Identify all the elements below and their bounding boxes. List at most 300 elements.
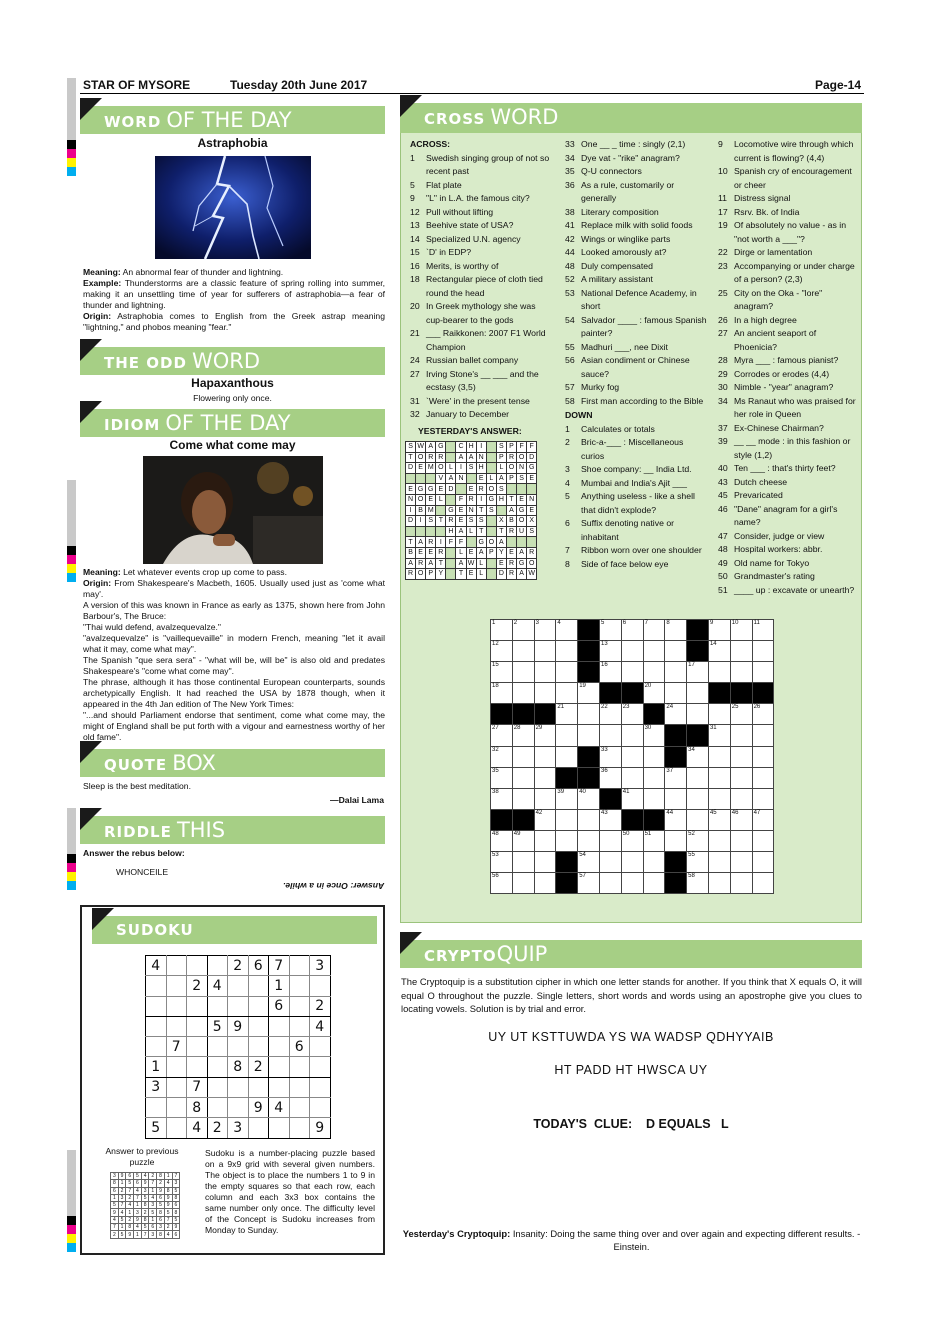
cryptoquip-description: The Cryptoquip is a substitution cipher in which one letter stands for another. If you think that X equals O, it will equal O throughout the puzzle. Single letters, short words and words using an apostrophe give you clues to locating vowels. Solution is by trial and error. bbox=[401, 976, 862, 1014]
quote-text: Sleep is the best meditation. bbox=[83, 781, 191, 791]
sudoku-cell[interactable] bbox=[269, 1057, 290, 1077]
sudoku-cell[interactable] bbox=[289, 1077, 310, 1097]
crossword-cell[interactable] bbox=[556, 725, 578, 746]
yesterday-cell: A bbox=[456, 558, 466, 569]
crossword-cell[interactable]: 25 bbox=[730, 704, 752, 725]
crossword-cell[interactable]: 2 bbox=[512, 620, 534, 641]
crossword-cell[interactable]: 49 bbox=[512, 830, 534, 851]
sudoku-cell[interactable] bbox=[207, 1057, 228, 1077]
sudoku-cell[interactable] bbox=[289, 976, 310, 996]
crossword-cell[interactable] bbox=[643, 767, 665, 788]
sudoku-cell[interactable] bbox=[289, 996, 310, 1016]
sudoku-cell[interactable] bbox=[166, 956, 187, 976]
sudoku-cell[interactable] bbox=[166, 1077, 187, 1097]
sudoku-cell[interactable]: 7 bbox=[166, 1037, 187, 1057]
crossword-cell[interactable] bbox=[643, 641, 665, 662]
crossword-cell[interactable]: 11 bbox=[752, 620, 774, 641]
sudoku-cell[interactable]: 1 bbox=[269, 976, 290, 996]
crossword-cell[interactable] bbox=[512, 852, 534, 873]
sudoku-cell[interactable] bbox=[269, 1118, 290, 1138]
crossword-grid[interactable] bbox=[490, 619, 774, 894]
yesterday-cell bbox=[416, 473, 426, 484]
sudoku-cell[interactable] bbox=[187, 996, 208, 1016]
crossword-cell bbox=[556, 852, 578, 873]
crossword-cell[interactable] bbox=[512, 873, 534, 894]
sudoku-cell[interactable] bbox=[269, 1016, 290, 1036]
crossword-cell bbox=[599, 788, 621, 809]
yesterday-cell: G bbox=[517, 558, 527, 569]
yesterday-cell: F bbox=[446, 537, 456, 548]
yesterday-cell: A bbox=[456, 452, 466, 463]
yesterday-cell: D bbox=[406, 516, 416, 527]
sudoku-cell[interactable] bbox=[187, 1037, 208, 1057]
yesterday-cell: U bbox=[517, 526, 527, 537]
sudoku-cell[interactable] bbox=[166, 996, 187, 1016]
prev-sudoku-cell: 6 bbox=[111, 1187, 119, 1194]
clue-item: 22 Dirge or lamentation bbox=[718, 247, 813, 257]
crossword-cell[interactable]: 3 bbox=[534, 620, 556, 641]
clue-item: 9 "L" in L.A. the famous city? bbox=[410, 193, 530, 203]
prev-sudoku-cell: 2 bbox=[164, 1224, 172, 1231]
sudoku-cell[interactable] bbox=[166, 1016, 187, 1036]
crossword-cell[interactable]: 23 bbox=[621, 704, 643, 725]
sudoku-cell[interactable] bbox=[248, 1016, 269, 1036]
crossword-cell[interactable] bbox=[534, 767, 556, 788]
clue-item: 36 As a rule, customarily or generally bbox=[565, 179, 675, 203]
crossword-cell[interactable] bbox=[621, 641, 643, 662]
crossword-cell[interactable]: 54 bbox=[578, 852, 600, 873]
crossword-cell[interactable]: 9 bbox=[708, 620, 730, 641]
sudoku-cell[interactable] bbox=[228, 1098, 249, 1118]
crossword-cell[interactable] bbox=[730, 725, 752, 746]
yesterday-cell: X bbox=[496, 516, 506, 527]
clue-item: 2 Bric-a-___ : Miscellaneous curios bbox=[565, 437, 684, 461]
crossword-cell[interactable] bbox=[643, 873, 665, 894]
crossword-cell[interactable]: 30 bbox=[643, 725, 665, 746]
sudoku-cell[interactable] bbox=[207, 1098, 228, 1118]
prev-sudoku-cell: 8 bbox=[126, 1224, 134, 1231]
crossword-cell[interactable] bbox=[643, 662, 665, 683]
crossword-cell[interactable]: 29 bbox=[534, 725, 556, 746]
sudoku-cell[interactable]: 1 bbox=[146, 1057, 167, 1077]
sudoku-cell[interactable] bbox=[207, 1037, 228, 1057]
yesterday-cell: E bbox=[527, 473, 537, 484]
yesterday-cell: O bbox=[527, 558, 537, 569]
crossword-cell[interactable] bbox=[730, 830, 752, 851]
crossword-cell[interactable] bbox=[752, 767, 774, 788]
sudoku-cell[interactable] bbox=[289, 1098, 310, 1118]
registration-grey-strip bbox=[67, 808, 76, 854]
prev-sudoku-cell: 7 bbox=[141, 1231, 149, 1238]
crossword-cell[interactable] bbox=[534, 852, 556, 873]
prev-sudoku-cell: 8 bbox=[172, 1194, 180, 1201]
crossword-cell[interactable] bbox=[512, 683, 534, 704]
crossword-cell[interactable] bbox=[512, 788, 534, 809]
sudoku-cell[interactable] bbox=[146, 1037, 167, 1057]
sudoku-cell[interactable] bbox=[146, 996, 167, 1016]
yesterday-cell bbox=[517, 484, 527, 495]
crossword-cell[interactable] bbox=[512, 641, 534, 662]
crossword-cell[interactable] bbox=[730, 641, 752, 662]
sudoku-cell[interactable]: 3 bbox=[146, 1077, 167, 1097]
crossword-cell[interactable] bbox=[534, 873, 556, 894]
sudoku-cell[interactable]: 7 bbox=[187, 1077, 208, 1097]
crossword-cell[interactable] bbox=[534, 662, 556, 683]
sudoku-cell[interactable] bbox=[228, 996, 249, 1016]
crossword-cell[interactable] bbox=[752, 852, 774, 873]
crossword-cell[interactable] bbox=[665, 641, 687, 662]
crossword-cell[interactable]: 34 bbox=[687, 746, 709, 767]
crossword-cell[interactable] bbox=[730, 873, 752, 894]
crossword-cell[interactable] bbox=[730, 746, 752, 767]
crossword-cell[interactable] bbox=[512, 746, 534, 767]
crossword-cell[interactable]: 36 bbox=[599, 767, 621, 788]
crossword-cell[interactable] bbox=[578, 809, 600, 830]
sudoku-cell[interactable]: 3 bbox=[310, 956, 331, 976]
crossword-cell[interactable]: 24 bbox=[665, 704, 687, 725]
sudoku-cell[interactable]: 2 bbox=[187, 976, 208, 996]
crossword-cell[interactable] bbox=[665, 830, 687, 851]
sudoku-cell[interactable]: 6 bbox=[289, 1037, 310, 1057]
sudoku-cell[interactable]: 4 bbox=[269, 1098, 290, 1118]
crossword-cell[interactable] bbox=[534, 788, 556, 809]
crossword-cell[interactable]: 22 bbox=[599, 704, 621, 725]
crossword-cell[interactable] bbox=[556, 809, 578, 830]
crossword-cell[interactable]: 39 bbox=[556, 788, 578, 809]
sudoku-cell[interactable]: 2 bbox=[310, 996, 331, 1016]
crossword-cell[interactable]: 43 bbox=[599, 809, 621, 830]
crossword-cell[interactable] bbox=[621, 873, 643, 894]
crossword-cell[interactable]: 47 bbox=[752, 809, 774, 830]
crossword-cell[interactable]: 4 bbox=[556, 620, 578, 641]
sudoku-cell[interactable] bbox=[248, 1118, 269, 1138]
crossword-cell[interactable] bbox=[534, 830, 556, 851]
prev-sudoku-cell: 8 bbox=[157, 1231, 165, 1238]
sudoku-cell[interactable] bbox=[187, 1016, 208, 1036]
clue-item: 52 A military assistant bbox=[565, 274, 653, 284]
crossword-cell bbox=[687, 641, 709, 662]
crossword-cell bbox=[578, 746, 600, 767]
crossword-cell[interactable] bbox=[687, 809, 709, 830]
yesterday-cell: R bbox=[426, 537, 436, 548]
clue-item: 46 "Dane" anagram for a girl's name? bbox=[718, 503, 838, 527]
crossword-cell[interactable] bbox=[665, 683, 687, 704]
crossword-cell[interactable]: 18 bbox=[491, 683, 513, 704]
crossword-cell[interactable] bbox=[556, 641, 578, 662]
crossword-cell[interactable] bbox=[578, 725, 600, 746]
crossword-cell[interactable]: 40 bbox=[578, 788, 600, 809]
sudoku-cell[interactable]: 6 bbox=[269, 996, 290, 1016]
crossword-cell[interactable] bbox=[578, 704, 600, 725]
yesterday-cell bbox=[446, 569, 456, 580]
crossword-cell[interactable] bbox=[708, 788, 730, 809]
crossword-cell[interactable]: 16 bbox=[599, 662, 621, 683]
yesterday-cell: R bbox=[506, 569, 516, 580]
sudoku-cell[interactable] bbox=[248, 996, 269, 1016]
sudoku-cell[interactable]: 8 bbox=[228, 1057, 249, 1077]
sudoku-cell[interactable]: 2 bbox=[207, 1118, 228, 1138]
sudoku-cell[interactable] bbox=[146, 976, 167, 996]
sudoku-cell[interactable]: 2 bbox=[248, 1057, 269, 1077]
yesterday-cell bbox=[446, 547, 456, 558]
crossword-cell[interactable]: 15 bbox=[491, 662, 513, 683]
yesterday-cell: G bbox=[446, 505, 456, 516]
yesterday-cell bbox=[486, 569, 496, 580]
crossword-cell[interactable]: 35 bbox=[491, 767, 513, 788]
sudoku-cell[interactable] bbox=[166, 976, 187, 996]
crossword-cell[interactable] bbox=[621, 725, 643, 746]
sudoku-previous-answer bbox=[110, 1172, 180, 1239]
sudoku-cell[interactable] bbox=[248, 976, 269, 996]
crossword-cell[interactable]: 32 bbox=[491, 746, 513, 767]
crossword-cell[interactable]: 53 bbox=[491, 852, 513, 873]
crossword-cell[interactable] bbox=[708, 704, 730, 725]
yesterday-cell: T bbox=[406, 537, 416, 548]
clue-item: 25 City on the Oka - "lore" anagram? bbox=[718, 287, 823, 311]
yesterday-cell: R bbox=[406, 569, 416, 580]
prev-sudoku-cell: 6 bbox=[172, 1202, 180, 1209]
sudoku-cell[interactable]: 9 bbox=[248, 1098, 269, 1118]
sudoku-cell[interactable]: 7 bbox=[269, 956, 290, 976]
sudoku-cell[interactable] bbox=[228, 1077, 249, 1097]
crossword-cell[interactable]: 6 bbox=[621, 620, 643, 641]
sudoku-grid[interactable] bbox=[145, 955, 331, 1139]
sudoku-cell[interactable] bbox=[248, 1077, 269, 1097]
crossword-cell[interactable] bbox=[556, 746, 578, 767]
crossword-cell[interactable] bbox=[643, 788, 665, 809]
sudoku-cell[interactable]: 4 bbox=[310, 1016, 331, 1036]
crossword-cell[interactable] bbox=[599, 852, 621, 873]
crossword-cell[interactable]: 55 bbox=[687, 852, 709, 873]
sudoku-cell[interactable] bbox=[228, 976, 249, 996]
crossword-cell[interactable]: 42 bbox=[534, 809, 556, 830]
prev-sudoku-cell: 4 bbox=[118, 1209, 126, 1216]
crossword-cell[interactable]: 51 bbox=[643, 830, 665, 851]
crossword-cell[interactable] bbox=[512, 767, 534, 788]
clue-item: 40 Ten ___ : that's thirty feet? bbox=[718, 463, 836, 473]
crossword-cell[interactable] bbox=[708, 830, 730, 851]
sudoku-cell[interactable]: 9 bbox=[228, 1016, 249, 1036]
yesterday-cell: L bbox=[466, 526, 476, 537]
prev-sudoku-cell: 5 bbox=[118, 1231, 126, 1238]
crossword-cell[interactable] bbox=[752, 746, 774, 767]
crossword-cell[interactable] bbox=[752, 662, 774, 683]
crossword-cell[interactable]: 17 bbox=[687, 662, 709, 683]
sudoku-cell[interactable] bbox=[269, 1077, 290, 1097]
sudoku-cell[interactable]: 5 bbox=[207, 1016, 228, 1036]
crossword-cell[interactable] bbox=[621, 662, 643, 683]
crossword-cell[interactable] bbox=[556, 830, 578, 851]
riddle-answer: Answer: Once in a while. bbox=[283, 881, 385, 891]
yesterday-cell: E bbox=[426, 547, 436, 558]
sudoku-cell[interactable] bbox=[289, 1016, 310, 1036]
crossword-cell[interactable] bbox=[621, 767, 643, 788]
yesterday-cell: N bbox=[456, 473, 466, 484]
sudoku-cell[interactable]: 9 bbox=[310, 1118, 331, 1138]
crossword-cell[interactable] bbox=[708, 767, 730, 788]
crossword-cell[interactable]: 41 bbox=[621, 788, 643, 809]
yesterday-cell bbox=[426, 473, 436, 484]
crossword-cell[interactable]: 26 bbox=[752, 704, 774, 725]
crossword-cell[interactable] bbox=[752, 830, 774, 851]
crossword-cell[interactable] bbox=[752, 873, 774, 894]
crossword-cell[interactable] bbox=[687, 704, 709, 725]
sudoku-cell[interactable] bbox=[310, 1037, 331, 1057]
crossword-cell[interactable] bbox=[599, 873, 621, 894]
sudoku-cell[interactable] bbox=[166, 1057, 187, 1077]
paper-name: STAR OF MYSORE bbox=[83, 78, 191, 92]
crossword-cell[interactable] bbox=[512, 662, 534, 683]
prev-sudoku-cell: 4 bbox=[149, 1194, 157, 1201]
yesterday-cell bbox=[527, 484, 537, 495]
crossword-cell[interactable] bbox=[687, 683, 709, 704]
crossword-cell[interactable]: 33 bbox=[599, 746, 621, 767]
sudoku-cell[interactable]: 6 bbox=[248, 956, 269, 976]
clue-item: 27 An ancient seaport of Phoenicia? bbox=[718, 328, 817, 352]
sudoku-cell[interactable] bbox=[207, 956, 228, 976]
crossword-cell[interactable] bbox=[752, 725, 774, 746]
crossword-cell[interactable] bbox=[643, 746, 665, 767]
clue-item: 55 Madhuri ___, nee Dixit bbox=[565, 341, 668, 352]
crossword-cell[interactable]: 50 bbox=[621, 830, 643, 851]
crossword-cell[interactable] bbox=[534, 683, 556, 704]
sudoku-cell[interactable] bbox=[166, 1118, 187, 1138]
crossword-cell[interactable] bbox=[687, 767, 709, 788]
clue-item: 51 ____ up : excavate or unearth? bbox=[718, 584, 855, 595]
yesterday-cell: S bbox=[496, 442, 506, 453]
registration-marks bbox=[67, 140, 76, 176]
crossword-cell[interactable] bbox=[556, 683, 578, 704]
sudoku-cell[interactable]: 8 bbox=[187, 1098, 208, 1118]
crossword-cell[interactable] bbox=[730, 767, 752, 788]
sudoku-cell[interactable] bbox=[248, 1037, 269, 1057]
sudoku-cell[interactable] bbox=[187, 1057, 208, 1077]
prev-sudoku-cell: 3 bbox=[149, 1202, 157, 1209]
riddle-rebus: WHONCEILE bbox=[116, 867, 169, 877]
sudoku-cell[interactable]: 2 bbox=[228, 956, 249, 976]
crossword-cell[interactable] bbox=[708, 746, 730, 767]
crossword-cell[interactable] bbox=[643, 852, 665, 873]
crossword-cell[interactable] bbox=[665, 788, 687, 809]
crossword-cell[interactable]: 57 bbox=[578, 873, 600, 894]
crossword-cell[interactable]: 10 bbox=[730, 620, 752, 641]
crossword-cell[interactable] bbox=[708, 873, 730, 894]
crossword-cell[interactable]: 45 bbox=[708, 809, 730, 830]
sudoku-cell[interactable] bbox=[310, 976, 331, 996]
sudoku-cell[interactable] bbox=[289, 956, 310, 976]
clue-item: 57 Murky fog bbox=[565, 382, 620, 392]
crossword-cell[interactable]: 48 bbox=[491, 830, 513, 851]
yesterday-cell: E bbox=[426, 494, 436, 505]
sudoku-cell[interactable] bbox=[228, 1037, 249, 1057]
crossword-cell[interactable]: 31 bbox=[708, 725, 730, 746]
crossword-cell[interactable]: 38 bbox=[491, 788, 513, 809]
crossword-cell[interactable] bbox=[621, 746, 643, 767]
crossword-cell[interactable] bbox=[687, 788, 709, 809]
crossword-cell[interactable]: 46 bbox=[730, 809, 752, 830]
crossword-cell[interactable] bbox=[578, 830, 600, 851]
crossword-cell[interactable]: 19 bbox=[578, 683, 600, 704]
sudoku-cell[interactable] bbox=[166, 1098, 187, 1118]
crossword-cell[interactable]: 7 bbox=[643, 620, 665, 641]
clue-item: 10 Spanish cry of encouragement or cheer bbox=[718, 166, 852, 190]
crossword-cell[interactable] bbox=[708, 852, 730, 873]
crossword-cell[interactable] bbox=[708, 662, 730, 683]
crossword-cell bbox=[687, 725, 709, 746]
crossword-cell[interactable]: 58 bbox=[687, 873, 709, 894]
crossword-cell[interactable] bbox=[599, 830, 621, 851]
yesterday-cell: L bbox=[486, 473, 496, 484]
crossword-cell[interactable] bbox=[730, 852, 752, 873]
crossword-cell[interactable]: 1 bbox=[491, 620, 513, 641]
crossword-cell[interactable]: 13 bbox=[599, 641, 621, 662]
prev-sudoku-cell: 4 bbox=[134, 1187, 142, 1194]
crossword-cell[interactable]: 37 bbox=[665, 767, 687, 788]
crossword-cell[interactable]: 28 bbox=[512, 725, 534, 746]
crossword-cell[interactable]: 8 bbox=[665, 620, 687, 641]
crossword-cell[interactable]: 52 bbox=[687, 830, 709, 851]
crossword-cell[interactable]: 12 bbox=[491, 641, 513, 662]
word-of-day-text: Meaning: An abnormal fear of thunder and lightning. Example: Thunderstorms are a classic feature of spring rolling into summer, making it an unsettling time of year for sufferers of astraphobia—a fear of thunder and lightning. Origin: Astraphobia comes to English from the Greek astrap meaning "lightning," and phobos meaning "fear." bbox=[83, 267, 386, 332]
sudoku-cell[interactable] bbox=[207, 1077, 228, 1097]
lightning-image bbox=[155, 156, 311, 259]
crossword-cell bbox=[512, 809, 534, 830]
crossword-cell[interactable]: 27 bbox=[491, 725, 513, 746]
yesterday-cell bbox=[456, 484, 466, 495]
sudoku-cell[interactable] bbox=[289, 1118, 310, 1138]
sudoku-cell[interactable] bbox=[289, 1057, 310, 1077]
crossword-cell[interactable] bbox=[665, 662, 687, 683]
crossword-cell[interactable] bbox=[534, 746, 556, 767]
sudoku-cell[interactable] bbox=[310, 1077, 331, 1097]
crossword-cell[interactable] bbox=[534, 641, 556, 662]
sudoku-cell[interactable] bbox=[187, 956, 208, 976]
yesterday-cell: L bbox=[476, 558, 486, 569]
prev-sudoku-cell: 2 bbox=[149, 1173, 157, 1180]
prev-sudoku-cell: 2 bbox=[141, 1209, 149, 1216]
yesterday-cell: F bbox=[456, 537, 466, 548]
crossword-cell[interactable]: 44 bbox=[665, 809, 687, 830]
crossword-cell[interactable] bbox=[621, 852, 643, 873]
sudoku-cell[interactable]: 4 bbox=[187, 1118, 208, 1138]
prev-sudoku-cell: 1 bbox=[111, 1194, 119, 1201]
crossword-cell[interactable] bbox=[730, 662, 752, 683]
sudoku-cell[interactable] bbox=[146, 1098, 167, 1118]
crossword-cell[interactable] bbox=[556, 662, 578, 683]
sudoku-cell[interactable] bbox=[269, 1037, 290, 1057]
crossword-cell[interactable] bbox=[730, 788, 752, 809]
crossword-cell[interactable] bbox=[599, 725, 621, 746]
sudoku-cell[interactable]: 4 bbox=[207, 976, 228, 996]
crossword-cell[interactable]: 20 bbox=[643, 683, 665, 704]
yesterday-cell: E bbox=[466, 484, 476, 495]
crossword-cell[interactable]: 5 bbox=[599, 620, 621, 641]
yesterday-cell: H bbox=[466, 442, 476, 453]
crossword-cell[interactable] bbox=[752, 788, 774, 809]
crossword-cell[interactable]: 14 bbox=[708, 641, 730, 662]
sudoku-cell[interactable]: 5 bbox=[146, 1118, 167, 1138]
sudoku-cell[interactable] bbox=[310, 1098, 331, 1118]
sudoku-cell[interactable]: 4 bbox=[146, 956, 167, 976]
crossword-cell[interactable]: 56 bbox=[491, 873, 513, 894]
sudoku-cell[interactable]: 3 bbox=[228, 1118, 249, 1138]
crossword-cell[interactable] bbox=[752, 641, 774, 662]
sudoku-cell[interactable] bbox=[310, 1057, 331, 1077]
sudoku-cell[interactable] bbox=[207, 996, 228, 1016]
prev-sudoku-cell: 4 bbox=[164, 1231, 172, 1238]
sudoku-cell[interactable] bbox=[146, 1016, 167, 1036]
crossword-cell[interactable]: 21 bbox=[556, 704, 578, 725]
